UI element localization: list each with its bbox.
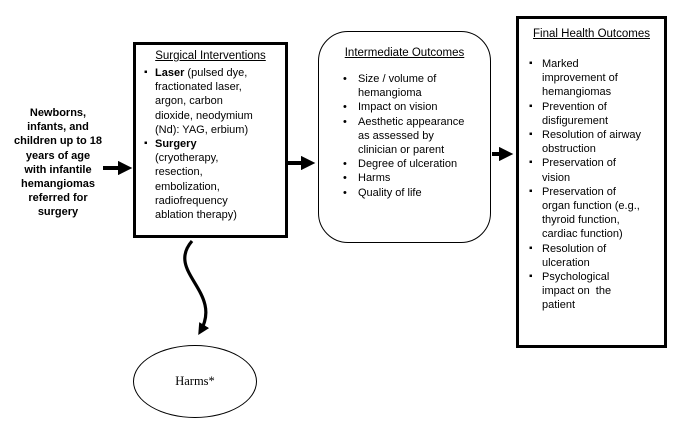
intermediate-list: [343, 72, 470, 200]
intermediate-outcomes-box: [318, 31, 491, 243]
harms-label: Harms*: [175, 374, 215, 388]
list-item: [144, 137, 261, 222]
list-item: • Aesthetic appearance as assessed by clinician or parent: [343, 115, 470, 158]
population-text: Newborns, infants, and children up to 18 years of age with infantile hemangiomas referred for surgery: [14, 107, 103, 219]
final-list: [529, 57, 643, 313]
final-box-title: Final Health Outcomes: [533, 28, 650, 40]
surgical-list: [144, 66, 261, 222]
list-item: ▪ Psychological impact on the patient: [529, 270, 643, 313]
item-rest: (pulsed dye, fractionated laser, argon, carbon dioxide, neodymium (Nd): YAG, erbium): [155, 67, 253, 136]
list-item: ▪ Resolution of airway obstruction: [529, 128, 643, 156]
list-item: ▪ Preservation of vision: [529, 156, 643, 184]
arrow-surgical-to-harms: [185, 241, 206, 332]
final-health-outcomes-box: [516, 16, 667, 348]
list-item: ▪ Prevention of disfigurement: [529, 100, 643, 128]
list-item: ▪ Preservation of organ function (e.g., thyroid function, cardiac function): [529, 185, 643, 242]
harms-ellipse: [133, 345, 257, 418]
list-item: ▪ Marked improvement of hemangiomas: [529, 57, 643, 100]
list-item: • Quality of life: [343, 186, 470, 200]
list-item: • Size / volume of hemangioma: [343, 72, 470, 100]
list-item: • Impact on vision: [343, 100, 470, 114]
intermediate-box-title: Intermediate Outcomes: [344, 47, 465, 59]
item-rest: (cryotherapy, resection, embolization, radiofrequency ablation therapy): [155, 152, 237, 222]
list-item: [144, 66, 261, 137]
list-item: • Harms: [343, 171, 470, 185]
item-lead: Laser: [155, 67, 185, 79]
surgical-interventions-box: [133, 42, 288, 238]
list-item: • Degree of ulceration: [343, 157, 470, 171]
list-item: ▪ Resolution of ulceration: [529, 242, 643, 270]
item-lead: Surgery: [155, 138, 197, 151]
surgical-box-title: Surgical Interventions: [155, 50, 266, 62]
